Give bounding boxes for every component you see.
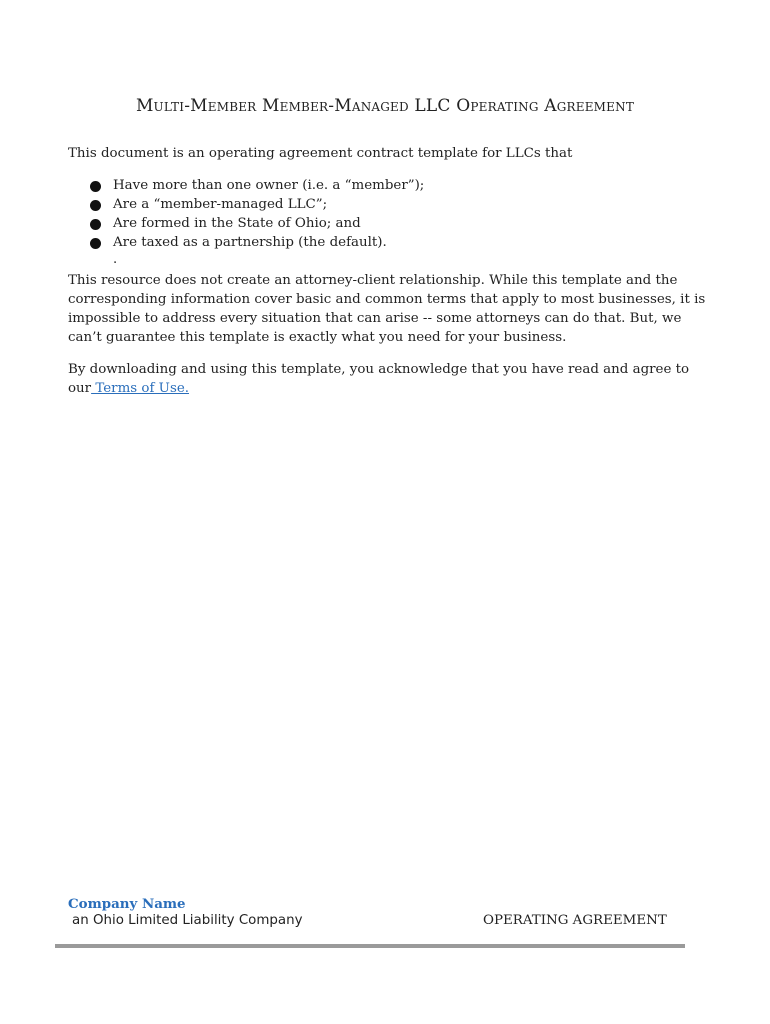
- disclaimer-paragraph: This resource does not create an attorney-client relationship. While this template and the corresponding information cover basic and common terms that apply to most businesses, it is impossible to address every situation that can arise -- some attorneys can do that. But, we can’t guarantee this template is exactly what you need for your business.: [68, 273, 706, 345]
- list-item: [68, 214, 708, 233]
- stray-period: .: [113, 252, 118, 267]
- acknowledgement-text: By downloading and using this template, you acknowledge that you have read and agree to our: [68, 362, 690, 396]
- criteria-list: [68, 176, 708, 252]
- list-item-text: Are a “member-managed LLC”;: [113, 197, 328, 212]
- list-item-text: Are taxed as a partnership (the default).: [113, 235, 387, 250]
- bullet-icon: [90, 200, 101, 211]
- intro-paragraph: This document is an operating agreement contract template for LLCs that: [68, 146, 573, 161]
- company-subtitle: an Ohio Limited Liability Company: [72, 913, 303, 928]
- document-title: Multi-Member Member-Managed LLC Operating Agreement: [135, 96, 635, 116]
- list-item: [68, 233, 708, 252]
- terms-of-use-link[interactable]: Terms of Use.: [91, 381, 190, 396]
- list-item: [68, 195, 708, 214]
- company-name: Company Name: [68, 896, 186, 912]
- footer-divider: [55, 944, 685, 948]
- list-item-text: Have more than one owner (i.e. a “member”);: [113, 178, 425, 193]
- bullet-icon: [90, 181, 101, 192]
- list-item: [68, 176, 708, 195]
- bullet-icon: [90, 219, 101, 230]
- bullet-icon: [90, 238, 101, 249]
- acknowledgement-paragraph: [68, 360, 708, 398]
- footer-document-label: OPERATING AGREEMENT: [483, 913, 667, 928]
- list-item-text: Are formed in the State of Ohio; and: [113, 216, 361, 231]
